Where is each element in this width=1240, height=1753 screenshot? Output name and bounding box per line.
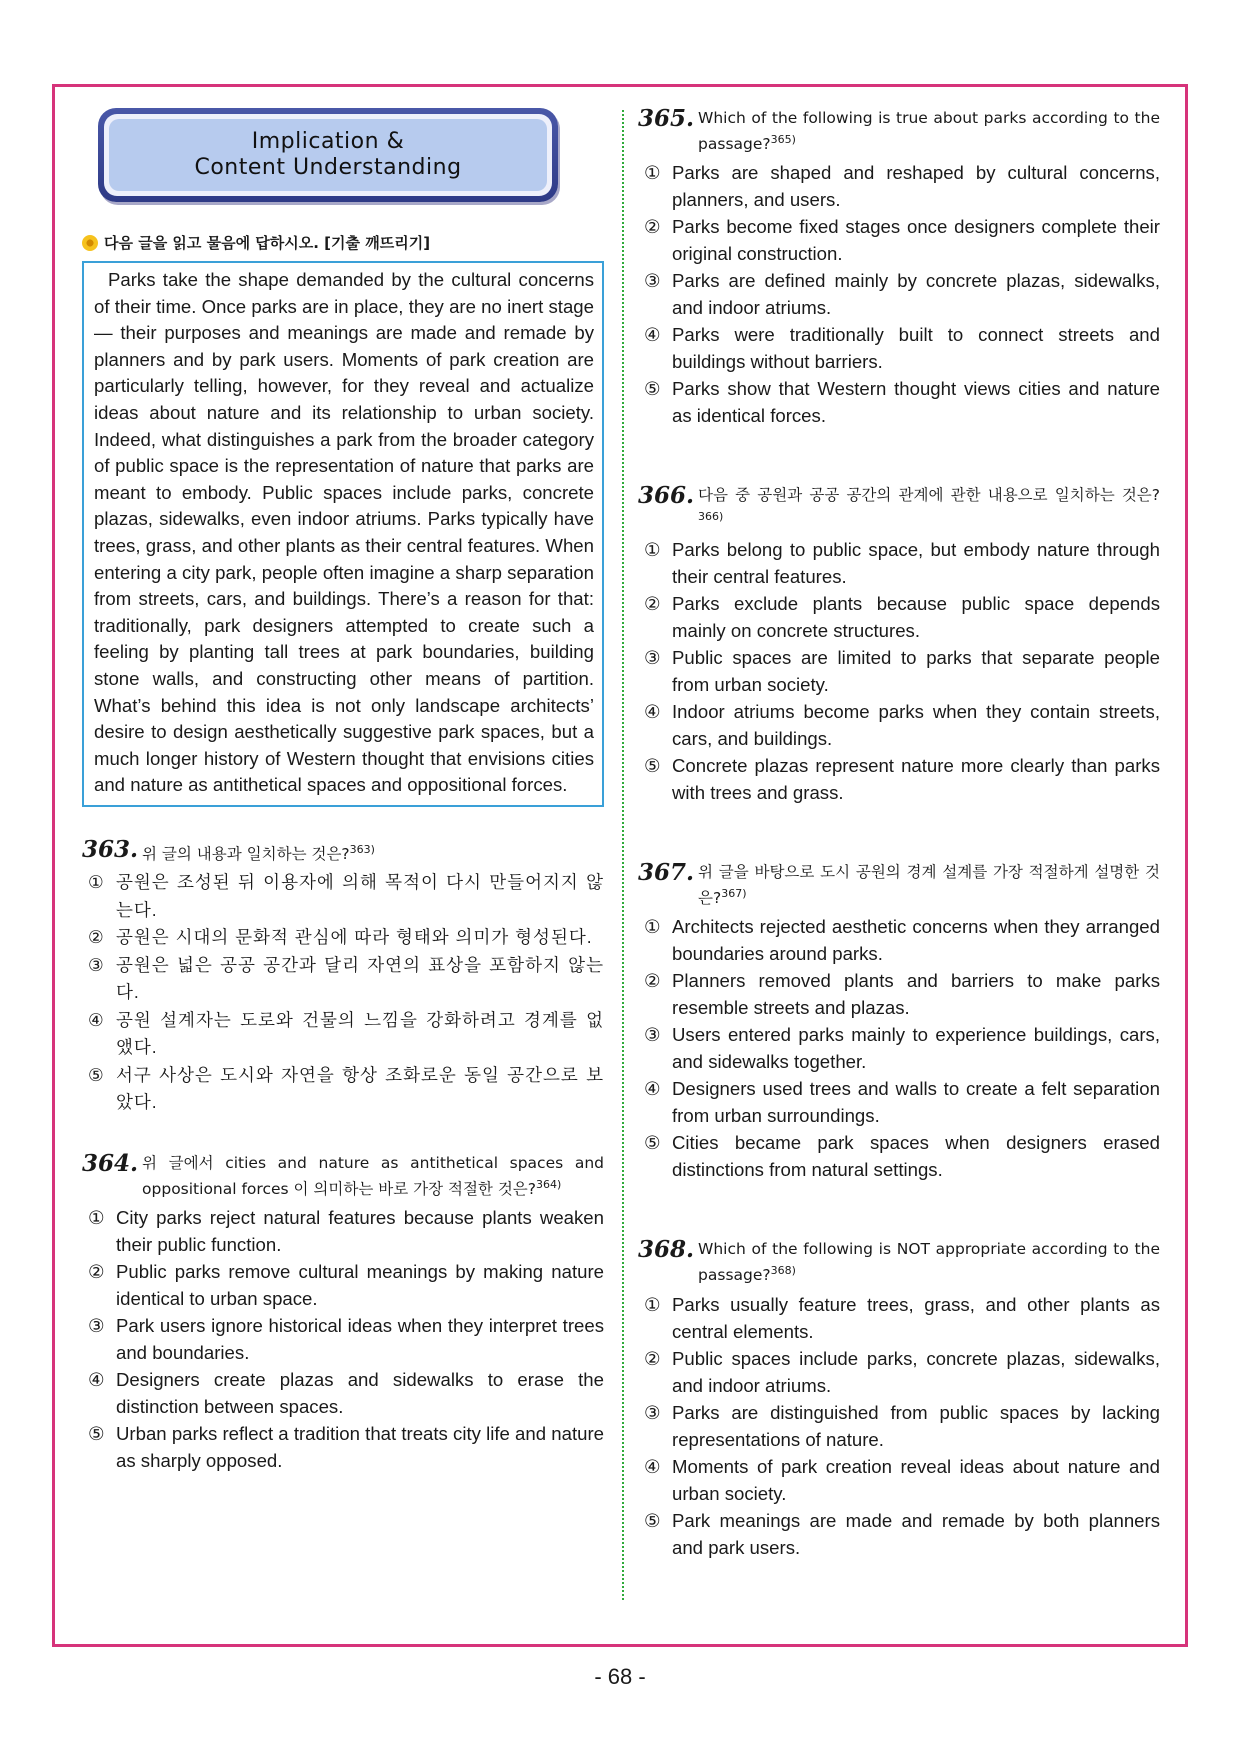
question-stem-text: Which of the following is true about parks according to the passage? <box>698 109 1160 154</box>
answer-option[interactable] <box>82 1062 604 1117</box>
option-marker: ③ <box>88 954 105 975</box>
question-header <box>638 482 1160 532</box>
answer-option[interactable] <box>82 1420 604 1474</box>
option-marker: ② <box>88 927 105 948</box>
option-text: Park users ignore historical ideas when they interpret trees and boundaries. <box>116 1314 604 1363</box>
option-text: 공원 설계자는 도로와 건물의 느낌을 강화하려고 경계를 없앴다. <box>116 1009 604 1058</box>
question-reference: 366) <box>698 510 724 524</box>
section-title-box <box>98 108 558 202</box>
option-marker: ④ <box>644 324 661 346</box>
section-title <box>109 119 547 191</box>
option-text: Users entered parks mainly to experience buildings, cars, and sidewalks together. <box>672 1024 1160 1073</box>
question-stem <box>142 839 604 865</box>
option-text: 서구 사상은 도시와 자연을 항상 조화로운 동일 공간으로 보았다. <box>116 1064 604 1113</box>
answer-option[interactable] <box>638 213 1160 267</box>
answer-options <box>638 1291 1160 1561</box>
question-header <box>82 1149 604 1200</box>
question-365 <box>638 105 1160 429</box>
answer-option[interactable] <box>638 698 1160 752</box>
option-text: Parks are shaped and reshaped by cultural concerns, planners, and users. <box>672 162 1160 211</box>
option-marker: ③ <box>644 270 661 292</box>
question-366 <box>638 482 1160 806</box>
right-column <box>638 105 1160 1561</box>
question-header <box>638 1236 1160 1286</box>
answer-option[interactable] <box>638 1507 1160 1561</box>
option-marker: ⑤ <box>88 1064 105 1085</box>
answer-option[interactable] <box>638 644 1160 698</box>
option-marker: ① <box>644 162 661 184</box>
answer-option[interactable] <box>82 1204 604 1258</box>
answer-option[interactable] <box>638 913 1160 967</box>
option-marker: ④ <box>88 1009 105 1030</box>
answer-option[interactable] <box>82 1007 604 1062</box>
answer-options <box>638 536 1160 806</box>
answer-options <box>82 869 604 1117</box>
option-marker: ① <box>644 916 661 938</box>
column-divider <box>622 110 624 1600</box>
question-363 <box>82 835 604 1117</box>
question-header <box>638 105 1160 155</box>
question-368 <box>638 1236 1160 1560</box>
answer-option[interactable] <box>638 1129 1160 1183</box>
question-reference: 365) <box>770 133 796 146</box>
question-number: 363. <box>82 835 139 863</box>
option-marker: ⑤ <box>88 1422 105 1444</box>
question-stem <box>698 485 1160 532</box>
answer-option[interactable] <box>82 924 604 952</box>
instruction <box>82 232 604 253</box>
question-number: 368. <box>638 1236 695 1264</box>
option-text: Public spaces are limited to parks that separate people from urban society. <box>672 647 1160 696</box>
question-stem-text: Which of the following is NOT appropriate according to the passage? <box>698 1240 1160 1285</box>
answer-option[interactable] <box>638 159 1160 213</box>
option-text: Moments of park creation reveal ideas about nature and urban society. <box>672 1455 1160 1504</box>
answer-option[interactable] <box>638 267 1160 321</box>
option-marker: ④ <box>644 1078 661 1100</box>
option-marker: ③ <box>644 1024 661 1046</box>
option-text: Cities became park spaces when designers erased distinctions from natural settings. <box>672 1132 1160 1181</box>
option-marker: ⑤ <box>644 1509 661 1531</box>
option-marker: ③ <box>644 1401 661 1423</box>
option-marker: ① <box>88 872 105 893</box>
question-reference: 368) <box>770 1264 796 1278</box>
answer-option[interactable] <box>82 952 604 1007</box>
option-text: Parks belong to public space, but embody nature through their central features. <box>672 539 1160 588</box>
answer-option[interactable] <box>638 1075 1160 1129</box>
option-text: Park meanings are made and remade by both planners and park users. <box>672 1509 1160 1558</box>
option-text: 공원은 조성된 뒤 이용자에 의해 목적이 다시 만들어지지 않는다. <box>116 872 604 920</box>
answer-option[interactable] <box>638 375 1160 429</box>
question-367 <box>638 859 1160 1183</box>
option-marker: ⑤ <box>644 378 661 400</box>
answer-option[interactable] <box>638 1453 1160 1507</box>
option-marker: ② <box>644 970 661 992</box>
question-number: 365. <box>638 105 695 132</box>
option-marker: ⑤ <box>644 1132 661 1154</box>
option-text: 공원은 넓은 공공 공간과 달리 자연의 표상을 포함하지 않는다. <box>116 954 604 1003</box>
option-marker: ② <box>644 1347 661 1369</box>
option-text: Parks are defined mainly by concrete plazas, sidewalks, and indoor atriums. <box>672 270 1160 319</box>
option-text: Concrete plazas represent nature more clearly than parks with trees and grass. <box>672 755 1160 804</box>
answer-options <box>638 159 1160 429</box>
question-reference: 364) <box>536 1177 562 1191</box>
answer-option[interactable] <box>82 869 604 924</box>
option-text: Designers create plazas and sidewalks to erase the distinction between spaces. <box>116 1368 604 1417</box>
question-number: 366. <box>638 482 695 510</box>
option-marker: ④ <box>644 701 661 723</box>
option-text: 공원은 시대의 문화적 관심에 따라 형태와 의미가 형성된다. <box>116 927 593 948</box>
answer-options <box>638 913 1160 1183</box>
instruction-text: 다음 글을 읽고 물음에 답하시오. [기출 깨뜨리기] <box>104 234 431 252</box>
section-title-line1: Implication & <box>251 129 405 154</box>
question-stem-text: 위 글을 바탕으로 도시 공원의 경계 설계를 가장 적절하게 설명한 것은? <box>698 863 1160 908</box>
question-number: 364. <box>82 1149 139 1177</box>
option-marker: ② <box>88 1260 105 1282</box>
option-text: Planners removed plants and barriers to make parks resemble streets and plazas. <box>672 970 1160 1019</box>
question-number: 367. <box>638 859 695 887</box>
answer-option[interactable] <box>82 1258 604 1312</box>
question-header <box>638 859 1160 909</box>
answer-option[interactable] <box>638 1345 1160 1399</box>
reading-passage: Parks take the shape demanded by the cultural concerns of their time. Once parks are in place, they are no inert stage — their purposes and meanings are made and remade by planners and by park users. Moments of park creation are particularly telling, however, for they reveal and actualize ideas about nature and its relationship to urban society. Indeed, what distinguishes a park from the broader category of public space is the representation of nature that parks are meant to embody. Public spaces include parks, concrete plazas, sidewalks, even indoor atriums. Parks typically have trees, grass, and other plants as their central features. When entering a city park, people often imagine a sharp separation from streets, cars, and buildings. There’s a reason for that: traditionally, park designers attempted to create such a feeling by planting tall trees at park boundaries, building stone walls, and constructing other means of partition. What’s behind this idea is not only landscape architects’ desire to design aesthetically suggestive park spaces, but a much longer history of Western thought that envisions cities and nature as antithetical spaces and oppositional forces. <box>82 261 604 807</box>
option-text: Architects rejected aesthetic concerns when they arranged boundaries around parks. <box>672 916 1160 965</box>
left-column <box>82 108 604 1474</box>
question-stem <box>142 1153 604 1200</box>
option-marker: ① <box>644 1293 661 1315</box>
option-text: City parks reject natural features because plants weaken their public function. <box>116 1206 604 1255</box>
question-header <box>82 835 604 865</box>
question-stem-text: 다음 중 공원과 공공 공간의 관계에 관한 내용으로 일치하는 것은? <box>698 486 1160 505</box>
option-marker: ① <box>88 1206 105 1228</box>
answer-option[interactable] <box>638 967 1160 1021</box>
option-marker: ④ <box>88 1368 105 1390</box>
question-stem <box>698 862 1160 909</box>
question-stem <box>698 1239 1160 1286</box>
answer-option[interactable] <box>638 1021 1160 1075</box>
question-stem <box>698 108 1160 155</box>
question-364 <box>82 1149 604 1474</box>
answer-options <box>82 1204 604 1474</box>
option-marker: ③ <box>644 647 661 669</box>
answer-option[interactable] <box>638 1291 1160 1345</box>
option-text: Urban parks reflect a tradition that treats city life and nature as sharply opposed. <box>116 1422 604 1471</box>
question-stem-text: 위 글의 내용과 일치하는 것은? <box>142 845 350 864</box>
option-text: Indoor atriums become parks when they contain streets, cars, and buildings. <box>672 701 1160 750</box>
question-reference: 363) <box>349 842 375 856</box>
option-marker: ② <box>644 593 661 615</box>
option-text: Public parks remove cultural meanings by making nature identical to urban space. <box>116 1260 604 1309</box>
flower-icon <box>82 235 98 251</box>
answer-option[interactable] <box>82 1366 604 1420</box>
option-text: Designers used trees and walls to create a felt separation from urban surroundings. <box>672 1078 1160 1127</box>
answer-option[interactable] <box>638 321 1160 375</box>
option-text: Parks usually feature trees, grass, and other plants as central elements. <box>672 1293 1160 1342</box>
option-text: Parks were traditionally built to connect streets and buildings without barriers. <box>672 324 1160 373</box>
page-number: - 68 - <box>594 1664 646 1689</box>
option-text: Public spaces include parks, concrete plazas, sidewalks, and indoor atriums. <box>672 1347 1160 1396</box>
option-marker: ⑤ <box>644 755 661 777</box>
answer-option[interactable] <box>638 536 1160 590</box>
option-text: Parks exclude plants because public space depends mainly on concrete structures. <box>672 593 1160 642</box>
option-marker: ④ <box>644 1455 661 1477</box>
option-text: Parks become fixed stages once designers complete their original construction. <box>672 216 1160 265</box>
answer-option[interactable] <box>638 590 1160 644</box>
option-marker: ② <box>644 216 661 238</box>
answer-option[interactable] <box>82 1312 604 1366</box>
option-text: Parks are distinguished from public spaces by lacking representations of nature. <box>672 1401 1160 1450</box>
section-title-line2: Content Understanding <box>194 155 462 180</box>
option-marker: ① <box>644 539 661 561</box>
question-reference: 367) <box>721 887 747 901</box>
answer-option[interactable] <box>638 752 1160 806</box>
option-marker: ③ <box>88 1314 105 1336</box>
question-stem-text: 위 글에서 cities and nature as antithetical spaces and oppositional forces 이 의미하는 바로 가장 적절한 것은? <box>142 1153 604 1198</box>
option-text: Parks show that Western thought views cities and nature as identical forces. <box>672 378 1160 427</box>
answer-option[interactable] <box>638 1399 1160 1453</box>
